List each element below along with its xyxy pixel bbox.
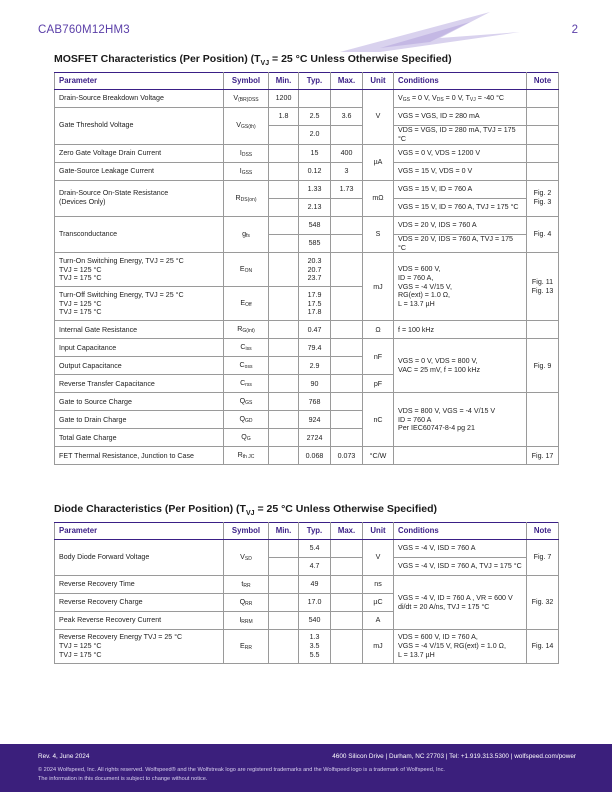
- col-header-parameter: Parameter: [55, 73, 224, 90]
- table-header-row: [55, 73, 559, 90]
- note-cell: Fig. 32: [527, 576, 559, 630]
- max-cell: 3: [331, 162, 363, 180]
- param-cell: Transconductance: [55, 216, 224, 253]
- unit-cell: Ω: [363, 321, 394, 339]
- table-row: [55, 540, 559, 558]
- typ-cell: 548: [299, 216, 331, 234]
- table-row: [55, 630, 559, 664]
- table-row: [55, 253, 559, 287]
- typ-cell: 79.4: [299, 339, 331, 357]
- unit-cell: nC: [363, 393, 394, 447]
- note-cell: Fig. 14: [527, 630, 559, 664]
- table-row: [55, 162, 559, 180]
- unit-cell: µC: [363, 594, 394, 612]
- table-row: [55, 216, 559, 234]
- typ-cell: 540: [299, 612, 331, 630]
- typ-cell: 585: [299, 234, 331, 253]
- conditions-cell: VGS = 15 V, VDS = 0 V: [394, 162, 527, 180]
- col-header-max: Max.: [331, 73, 363, 90]
- conditions-cell: VGS = 15 V, ID = 760 A: [394, 180, 527, 198]
- unit-cell: S: [363, 216, 394, 253]
- typ-cell: 0.47: [299, 321, 331, 339]
- table-row: [55, 144, 559, 162]
- note-cell: Fig. 17: [527, 447, 559, 465]
- table-row: [55, 180, 559, 198]
- conditions-cell: VGS = -4 V, ISD = 760 A, TVJ = 175 °C: [394, 558, 527, 576]
- notice-text: The information in this document is subject to change without notice.: [38, 776, 208, 782]
- symbol-cell: $Q_{RR}$: [224, 594, 269, 612]
- conditions-cell: VGS = -4 V, ID = 760 A , VR = 600 V di/dt = 20 A/ns, TVJ = 175 °C: [394, 576, 527, 630]
- param-cell: Reverse Recovery Charge: [55, 594, 224, 612]
- typ-cell: 5.4: [299, 540, 331, 558]
- table-row: [55, 321, 559, 339]
- symbol-cell: $C_{rss}$: [224, 375, 269, 393]
- symbol-cell: $I_{DSS}$: [224, 144, 269, 162]
- note-cell: Fig. 2 Fig. 3: [527, 180, 559, 216]
- conditions-cell: VGS = 0 V, VDS = 800 V, VAC = 25 mV, f = 100 kHz: [394, 339, 527, 393]
- table-row: [55, 447, 559, 465]
- note-cell: Fig. 11 Fig. 13: [527, 253, 559, 321]
- param-cell: Peak Reverse Recovery Current: [55, 612, 224, 630]
- col-header-typ: Typ.: [299, 523, 331, 540]
- param-cell: Gate-Source Leakage Current: [55, 162, 224, 180]
- table-row: [55, 393, 559, 411]
- param-cell: Gate Threshold Voltage: [55, 108, 224, 145]
- copyright-text: © 2024 Wolfspeed, Inc. All rights reserved. Wolfspeed® and the Wolfstreak logo are registered trademarks and the Wolfspeed logo is a trademark of Wolfspeed, Inc.: [38, 767, 445, 773]
- col-header-min: Min.: [269, 523, 299, 540]
- typ-cell: 2.0: [299, 126, 331, 145]
- conditions-cell: VDS = 600 V, ID = 760 A, VGS = -4 V/15 V, RG(ext) = 1.0 Ω, L = 13.7 µH: [394, 253, 527, 321]
- col-header-note: Note: [527, 523, 559, 540]
- symbol-cell: $V_{GS(th)}$: [224, 108, 269, 145]
- revision-text: Rev. 4, June 2024: [38, 753, 90, 760]
- param-cell: Internal Gate Resistance: [55, 321, 224, 339]
- col-header-typ: Typ.: [299, 73, 331, 90]
- symbol-cell: $g_{fs}$: [224, 216, 269, 253]
- col-header-note: Note: [527, 73, 559, 90]
- symbol-cell: $I_{GSS}$: [224, 162, 269, 180]
- note-cell: Fig. 4: [527, 216, 559, 253]
- param-cell: FET Thermal Resistance, Junction to Case: [55, 447, 224, 465]
- table-row: [55, 339, 559, 357]
- diode-section-title: Diode Characteristics (Per Position) ($T_{VJ} = 25$ °C Unless Otherwise Specified): [54, 503, 438, 518]
- min-cell: 1.8: [269, 108, 299, 126]
- typ-cell: 49: [299, 576, 331, 594]
- param-cell: Gate to Drain Charge: [55, 411, 224, 429]
- param-cell: Gate to Source Charge: [55, 393, 224, 411]
- symbol-cell: $V_{SD}$: [224, 540, 269, 576]
- part-number: CAB760M12HM3: [38, 24, 130, 36]
- unit-cell: mΩ: [363, 180, 394, 216]
- typ-cell: 0.068: [299, 447, 331, 465]
- param-cell: Drain-Source On-State Resistance (Devices Only): [55, 180, 224, 216]
- param-cell: Turn-On Switching Energy, TVJ = 25 °C TVJ = 125 °C TVJ = 175 °C: [55, 253, 224, 287]
- unit-cell: A: [363, 612, 394, 630]
- typ-cell: 2724: [299, 429, 331, 447]
- conditions-cell: VDS = 800 V, VGS = -4 V/15 V ID = 760 A Per IEC60747-8-4 pg 21: [394, 393, 527, 447]
- param-cell: Reverse Transfer Capacitance: [55, 375, 224, 393]
- unit-cell: mJ: [363, 253, 394, 321]
- typ-cell: 90: [299, 375, 331, 393]
- symbol-cell: $Q_G$: [224, 429, 269, 447]
- unit-cell: pF: [363, 375, 394, 393]
- col-header-parameter: Parameter: [55, 523, 224, 540]
- symbol-cell: $t_{RR}$: [224, 576, 269, 594]
- symbol-cell: $R_{DS(on)}$: [224, 180, 269, 216]
- unit-cell: nF: [363, 339, 394, 375]
- symbol-cell: $R_{th JC}$: [224, 447, 269, 465]
- table-header-row: [55, 523, 559, 540]
- conditions-cell: VGS = 0 V, VDS = 1200 V: [394, 144, 527, 162]
- page-footer: [0, 744, 612, 792]
- page-number: 2: [571, 24, 578, 36]
- col-header-symbol: Symbol: [224, 523, 269, 540]
- conditions-cell: VDS = 20 V, IDS = 760 A: [394, 216, 527, 234]
- typ-cell: 17.0: [299, 594, 331, 612]
- table-row: [55, 576, 559, 594]
- mosfet-section-title: MOSFET Characteristics (Per Position) ($T_{VJ} = 25$ °C Unless Otherwise Specified): [54, 53, 452, 68]
- typ-cell: 0.12: [299, 162, 331, 180]
- conditions-cell: VDS = 20 V, IDS = 760 A, TVJ = 175 °C: [394, 234, 527, 253]
- note-cell: Fig. 9: [527, 339, 559, 393]
- typ-cell: 2.13: [299, 198, 331, 216]
- col-header-conditions: Conditions: [394, 523, 527, 540]
- param-cell: Body Diode Forward Voltage: [55, 540, 224, 576]
- symbol-cell: $E_{ON}$: [224, 253, 269, 287]
- typ-cell: 1.3 3.5 5.5: [299, 630, 331, 664]
- min-cell: 1200: [269, 90, 299, 108]
- symbol-cell: $R_{G(int)}$: [224, 321, 269, 339]
- note-cell: Fig. 7: [527, 540, 559, 576]
- typ-cell: 1.33: [299, 180, 331, 198]
- table-row: [55, 108, 559, 126]
- col-header-unit: Unit: [363, 73, 394, 90]
- conditions-cell: VGS = 15 V, ID = 760 A, TVJ = 175 °C: [394, 198, 527, 216]
- conditions-cell: VDS = VGS, ID = 280 mA, TVJ = 175 °C: [394, 126, 527, 145]
- address-text: 4600 Silicon Drive | Durham, NC 27703 | Tel: +1.919.313.5300 | wolfspeed.com/power: [332, 753, 576, 760]
- conditions-cell: VGS = -4 V, ISD = 760 A: [394, 540, 527, 558]
- param-cell: Zero Gate Voltage Drain Current: [55, 144, 224, 162]
- diode-characteristics-table: [54, 522, 559, 664]
- col-header-symbol: Symbol: [224, 73, 269, 90]
- max-cell: 400: [331, 144, 363, 162]
- conditions-cell: VGS = VGS, ID = 280 mA: [394, 108, 527, 126]
- typ-cell: 2.5: [299, 108, 331, 126]
- typ-cell: 768: [299, 393, 331, 411]
- typ-cell: 924: [299, 411, 331, 429]
- symbol-cell: $Q_{GD}$: [224, 411, 269, 429]
- unit-cell: V: [363, 90, 394, 145]
- symbol-cell: $E_{Off}$: [224, 287, 269, 321]
- symbol-cell: $Q_{GS}$: [224, 393, 269, 411]
- param-cell: Turn-Off Switching Energy, TVJ = 25 °C TVJ = 125 °C TVJ = 175 °C: [55, 287, 224, 321]
- symbol-cell: $I_{RRM}$: [224, 612, 269, 630]
- unit-cell: mJ: [363, 630, 394, 664]
- page-header: [0, 0, 612, 48]
- symbol-cell: $E_{RR}$: [224, 630, 269, 664]
- unit-cell: °C/W: [363, 447, 394, 465]
- unit-cell: ns: [363, 576, 394, 594]
- param-cell: Input Capacitance: [55, 339, 224, 357]
- param-cell: Total Gate Charge: [55, 429, 224, 447]
- unit-cell: V: [363, 540, 394, 576]
- param-cell: Reverse Recovery Energy TVJ = 25 °C TVJ = 125 °C TVJ = 175 °C: [55, 630, 224, 664]
- table-row: [55, 90, 559, 108]
- typ-cell: 17.9 17.5 17.8: [299, 287, 331, 321]
- col-header-max: Max.: [331, 523, 363, 540]
- symbol-cell: $V_{(BR)DSS}$: [224, 90, 269, 108]
- param-cell: Reverse Recovery Time: [55, 576, 224, 594]
- typ-cell: 15: [299, 144, 331, 162]
- param-cell: Drain-Source Breakdown Voltage: [55, 90, 224, 108]
- conditions-cell: f = 100 kHz: [394, 321, 527, 339]
- conditions-cell: $V_{GS} = 0$ V, $V_{DS} = 0$ V, $T_{VJ} = -40$ °C: [394, 90, 527, 108]
- mosfet-characteristics-table: [54, 72, 559, 465]
- typ-cell: 4.7: [299, 558, 331, 576]
- typ-cell: 20.3 20.7 23.7: [299, 253, 331, 287]
- col-header-min: Min.: [269, 73, 299, 90]
- col-header-unit: Unit: [363, 523, 394, 540]
- col-header-conditions: Conditions: [394, 73, 527, 90]
- conditions-cell: VDS = 600 V, ID = 760 A, VGS = -4 V/15 V, RG(ext) = 1.0 Ω, L = 13.7 µH: [394, 630, 527, 664]
- unit-cell: µA: [363, 144, 394, 180]
- max-cell: 1.73: [331, 180, 363, 198]
- param-cell: Output Capacitance: [55, 357, 224, 375]
- wolfstreak-logo: [320, 8, 520, 54]
- max-cell: 3.6: [331, 108, 363, 126]
- max-cell: 0.073: [331, 447, 363, 465]
- symbol-cell: $C_{iss}$: [224, 339, 269, 357]
- symbol-cell: $C_{oss}$: [224, 357, 269, 375]
- typ-cell: 2.9: [299, 357, 331, 375]
